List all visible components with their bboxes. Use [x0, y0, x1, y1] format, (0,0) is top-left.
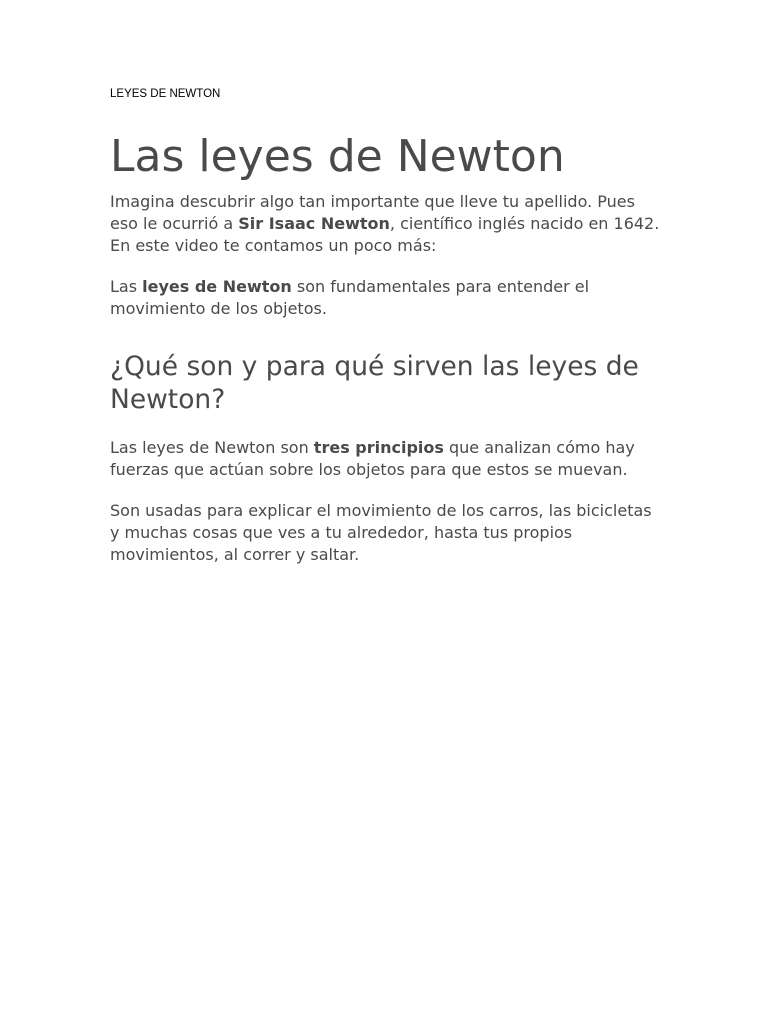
section-heading: ¿Qué son y para qué sirven las leyes de Newton?	[110, 351, 639, 415]
paragraph-intro	[110, 191, 660, 257]
bold-text: tres principios	[313, 438, 444, 457]
paragraph-laws	[110, 276, 660, 320]
document-body	[110, 191, 660, 585]
document-header: LEYES DE NEWTON	[110, 88, 221, 100]
page-title: Las leyes de Newton	[110, 131, 565, 182]
paragraph-text: Las	[110, 277, 143, 296]
paragraph-text: Son usadas para explicar el movimiento de los carros, las bicicletas y muchas cosas que ves a tu alrededor, hasta tus propios movimientos, al correr y saltar.	[110, 501, 652, 564]
bold-text: leyes de Newton	[142, 277, 292, 296]
paragraph-text: Las leyes de Newton son	[110, 438, 314, 457]
paragraph-text: , científico inglés nacido en 1642. En este video te contamos un poco más:	[110, 214, 660, 255]
paragraph-text: Imagina descubrir algo tan importante que lleve tu apellido. Pues eso le ocurrió a	[110, 192, 635, 233]
paragraph-principles	[110, 437, 660, 481]
paragraph-uses	[110, 500, 660, 566]
paragraph-text: que analizan cómo hay fuerzas que actúan sobre los objetos para que estos se muevan.	[110, 438, 635, 479]
bold-text: Sir Isaac Newton	[238, 214, 390, 233]
paragraph-text: son fundamentales para entender el movimiento de los objetos.	[110, 277, 590, 318]
